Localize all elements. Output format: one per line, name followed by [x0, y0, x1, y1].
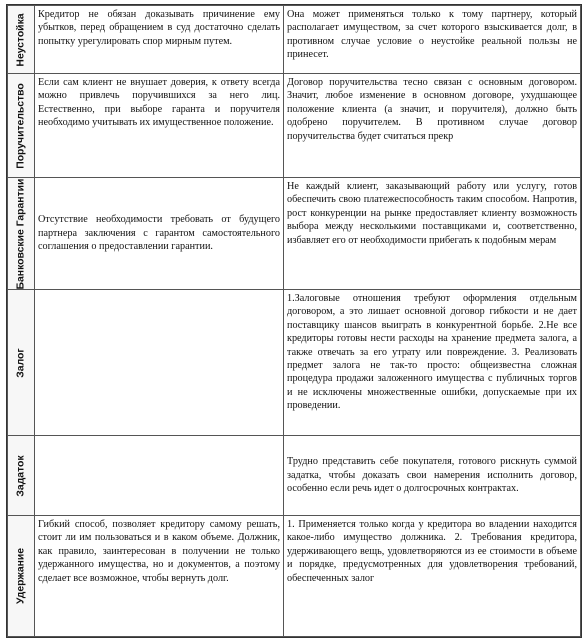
row-label-cell	[8, 516, 35, 637]
comparison-table-sheet	[6, 4, 582, 638]
advantages-cell: Отсутствие необходимости требовать от будущего партнера заключения с гарантом самостоятельного соглашения о предоставлении гарантии.	[35, 178, 284, 290]
row-label: Залог	[15, 347, 27, 378]
table-row-zadatok	[8, 436, 581, 516]
row-label: Неустойка	[15, 12, 27, 67]
row-label: Банковские Гарантии	[15, 178, 27, 289]
row-label-cell	[8, 290, 35, 436]
table-row-poruchitelstvo	[8, 74, 581, 178]
advantages-cell	[35, 290, 284, 436]
table-row-zalog	[8, 290, 581, 436]
disadvantages-cell: Трудно представить себе покупателя, готового рискнуть суммой задатка, чтобы доказать свои намерения исполнить договор, особенно если речь идет о долгосрочных контрактах.	[284, 436, 581, 516]
row-label-cell	[8, 6, 35, 74]
table-row-uderzhanie	[8, 516, 581, 637]
advantages-cell	[35, 436, 284, 516]
advantages-cell: Кредитор не обязан доказывать причинение ему убытков, перед обращением в суд достаточно сделать попытку урегулировать спор мирным путем.	[35, 6, 284, 74]
disadvantages-cell: Договор поручительства тесно связан с основным договором. Значит, любое изменение в основном договоре, ухудшающее положение клиента (а значит, и поручителя), должно быть одобрено поручителем. В противном случае договор поручительства будет считаться прекр	[284, 74, 581, 178]
disadvantages-cell: Не каждый клиент, заказывающий работу или услугу, готов обеспечить свою платежеспособность таким способом. Напротив, рост конкуренции на рынке предоставляет клиенту возможность выбора между несколькими поставщиками и, соответственно, избавляет его от необходимости прибегать к подобным мерам	[284, 178, 581, 290]
row-label: Задаток	[15, 454, 27, 497]
disadvantages-cell: Она может применяться только к тому партнеру, который располагает имуществом, за счет которого взыскивается долг, в противном случае условие о неустойке реальной пользы не принесет.	[284, 6, 581, 74]
disadvantages-cell: 1.Залоговые отношения требуют оформления отдельным договором, а это лишает основной договор гибкости и не дает поставщику шансов выиграть в конкурентной борьбе. 2.Не все кредиторы готовы нести расходы на хранение предмета залога, а также отвечать за его утрату или повреждение. 3. Реализовать предмет залога не так-то просто: общеизвестна сложная процедура продажи заложенного имущества с публичных торгов и не исключены множественные ошибки, допускаемые при их проведении.	[284, 290, 581, 436]
comparison-table	[7, 5, 581, 637]
row-label-cell	[8, 74, 35, 178]
row-label: Поручительство	[15, 82, 27, 169]
table-row-neustoyka	[8, 6, 581, 74]
row-label: Удержание	[15, 547, 27, 605]
row-label-cell	[8, 436, 35, 516]
row-label-cell	[8, 178, 35, 290]
disadvantages-cell: 1. Применяется только когда у кредитора во владении находится какое-либо имущество должника. 2. Требования кредитора, удерживающего вещь, удовлетворяются из ее стоимости в объеме и порядке, предусмотренных для удовлетворения требований, обеспеченных залог	[284, 516, 581, 637]
advantages-cell: Гибкий способ, позволяет кредитору самому решать, стоит ли им пользоваться и в каком объеме. Должник, как правило, заинтересован в получении не только удержанного имущества, но и документов, а поэтому сделает все возможное, чтобы вернуть долг.	[35, 516, 284, 637]
advantages-cell: Если сам клиент не внушает доверия, к ответу всегда можно привлечь поручившихся за него лиц. Естественно, при выборе гаранта и поручителя необходимо учитывать их имущественное положение.	[35, 74, 284, 178]
table-row-bank-guarantees	[8, 178, 581, 290]
